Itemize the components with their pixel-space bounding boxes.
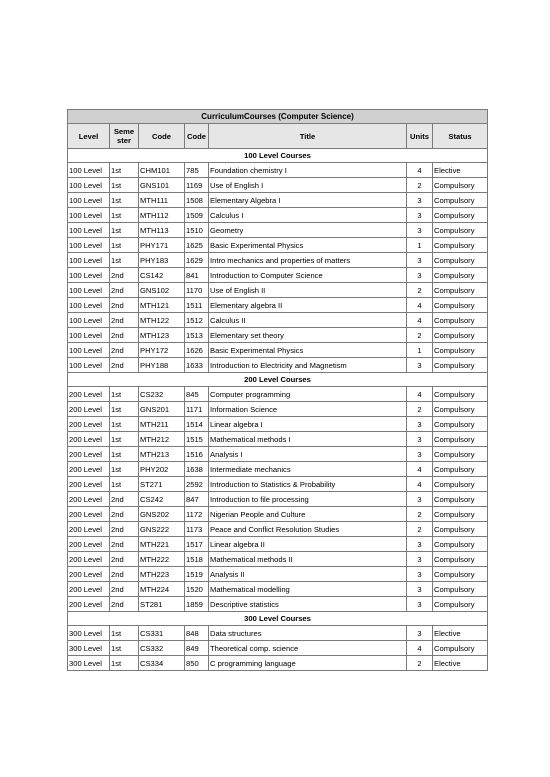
cell-title: Computer programming: [209, 387, 407, 402]
section-header-row: [68, 612, 488, 626]
cell-status: Compulsory: [433, 208, 488, 223]
cell-title: Analysis II: [209, 567, 407, 582]
cell-status: Compulsory: [433, 387, 488, 402]
cell-units: 2: [407, 402, 433, 417]
section-label: 100 Level Courses: [68, 149, 488, 163]
cell-units: 3: [407, 208, 433, 223]
table-row: [68, 582, 488, 597]
cell-code-number: 1510: [185, 223, 209, 238]
cell-code: MTH121: [139, 298, 185, 313]
header-code-number: Code: [185, 124, 209, 149]
cell-code: PHY172: [139, 343, 185, 358]
table-row: [68, 432, 488, 447]
cell-level: 100 Level: [68, 268, 110, 283]
cell-code: MTH213: [139, 447, 185, 462]
cell-semester: 1st: [110, 626, 139, 641]
cell-level: 200 Level: [68, 477, 110, 492]
cell-code-number: 1520: [185, 582, 209, 597]
cell-level: 200 Level: [68, 552, 110, 567]
cell-units: 2: [407, 178, 433, 193]
cell-title: Geometry: [209, 223, 407, 238]
cell-status: Compulsory: [433, 522, 488, 537]
cell-code-number: 1633: [185, 358, 209, 373]
cell-level: 200 Level: [68, 567, 110, 582]
cell-units: 4: [407, 641, 433, 656]
table-row: [68, 208, 488, 223]
cell-code-number: 1516: [185, 447, 209, 462]
cell-code: CS142: [139, 268, 185, 283]
cell-level: 300 Level: [68, 656, 110, 671]
table-row: [68, 223, 488, 238]
cell-code-number: 1170: [185, 283, 209, 298]
cell-level: 200 Level: [68, 492, 110, 507]
cell-code-number: 1509: [185, 208, 209, 223]
cell-level: 300 Level: [68, 626, 110, 641]
table-row: [68, 417, 488, 432]
curriculum-sheet: [67, 109, 487, 671]
table-title-row: [68, 110, 488, 124]
cell-units: 3: [407, 537, 433, 552]
table-row: [68, 492, 488, 507]
cell-code: PHY183: [139, 253, 185, 268]
curriculum-table: [67, 109, 488, 671]
header-units: Units: [407, 124, 433, 149]
header-status: Status: [433, 124, 488, 149]
cell-units: 2: [407, 283, 433, 298]
cell-units: 3: [407, 447, 433, 462]
cell-title: Theoretical comp. science: [209, 641, 407, 656]
table-row: [68, 253, 488, 268]
cell-level: 200 Level: [68, 462, 110, 477]
cell-code: CS242: [139, 492, 185, 507]
cell-units: 3: [407, 552, 433, 567]
cell-code: GNS102: [139, 283, 185, 298]
cell-title: Nigerian People and Culture: [209, 507, 407, 522]
cell-semester: 1st: [110, 432, 139, 447]
cell-units: 2: [407, 656, 433, 671]
cell-semester: 1st: [110, 656, 139, 671]
cell-units: 4: [407, 387, 433, 402]
table-row: [68, 656, 488, 671]
cell-status: Compulsory: [433, 582, 488, 597]
header-code: Code: [139, 124, 185, 149]
table-row: [68, 522, 488, 537]
cell-title: Elementary set theory: [209, 328, 407, 343]
cell-level: 100 Level: [68, 298, 110, 313]
cell-status: Compulsory: [433, 432, 488, 447]
cell-code: MTH113: [139, 223, 185, 238]
cell-units: 4: [407, 298, 433, 313]
cell-code: MTH112: [139, 208, 185, 223]
table-row: [68, 343, 488, 358]
cell-level: 200 Level: [68, 522, 110, 537]
cell-status: Elective: [433, 656, 488, 671]
cell-code-number: 1173: [185, 522, 209, 537]
cell-units: 4: [407, 462, 433, 477]
cell-status: Compulsory: [433, 238, 488, 253]
cell-title: Basic Experimental Physics: [209, 238, 407, 253]
cell-code: MTH221: [139, 537, 185, 552]
cell-code: GNS222: [139, 522, 185, 537]
cell-semester: 2nd: [110, 522, 139, 537]
cell-title: Introduction to Computer Science: [209, 268, 407, 283]
cell-status: Compulsory: [433, 193, 488, 208]
cell-title: Use of English II: [209, 283, 407, 298]
cell-title: Elementary algebra II: [209, 298, 407, 313]
cell-code: MTH224: [139, 582, 185, 597]
cell-code-number: 848: [185, 626, 209, 641]
cell-code: MTH222: [139, 552, 185, 567]
cell-semester: 2nd: [110, 313, 139, 328]
cell-title: Introduction to Electricity and Magnetism: [209, 358, 407, 373]
cell-semester: 2nd: [110, 552, 139, 567]
cell-units: 2: [407, 522, 433, 537]
cell-semester: 2nd: [110, 358, 139, 373]
section-label: 200 Level Courses: [68, 373, 488, 387]
cell-status: Compulsory: [433, 343, 488, 358]
cell-units: 3: [407, 253, 433, 268]
cell-title: Descriptive statistics: [209, 597, 407, 612]
cell-title: Information Science: [209, 402, 407, 417]
cell-title: Foundation chemistry I: [209, 163, 407, 178]
cell-title: Introduction to Statistics & Probability: [209, 477, 407, 492]
cell-units: 3: [407, 358, 433, 373]
cell-semester: 2nd: [110, 582, 139, 597]
cell-code-number: 1859: [185, 597, 209, 612]
cell-code-number: 1171: [185, 402, 209, 417]
cell-level: 200 Level: [68, 402, 110, 417]
cell-title: Peace and Conflict Resolution Studies: [209, 522, 407, 537]
cell-code-number: 841: [185, 268, 209, 283]
cell-units: 1: [407, 238, 433, 253]
section-header-row: [68, 373, 488, 387]
cell-level: 200 Level: [68, 447, 110, 462]
cell-code: ST281: [139, 597, 185, 612]
cell-level: 200 Level: [68, 597, 110, 612]
table-row: [68, 328, 488, 343]
cell-status: Compulsory: [433, 253, 488, 268]
cell-units: 3: [407, 582, 433, 597]
cell-semester: 1st: [110, 193, 139, 208]
cell-title: Mathematical modelling: [209, 582, 407, 597]
cell-semester: 2nd: [110, 343, 139, 358]
table-row: [68, 477, 488, 492]
cell-code-number: 847: [185, 492, 209, 507]
cell-title: C programming language: [209, 656, 407, 671]
table-body: [68, 149, 488, 671]
cell-code-number: 1508: [185, 193, 209, 208]
cell-title: Intro mechanics and properties of matters: [209, 253, 407, 268]
table-row: [68, 641, 488, 656]
cell-status: Compulsory: [433, 313, 488, 328]
cell-units: 3: [407, 193, 433, 208]
cell-code: MTH223: [139, 567, 185, 582]
cell-semester: 2nd: [110, 328, 139, 343]
cell-code-number: 845: [185, 387, 209, 402]
cell-code: CS331: [139, 626, 185, 641]
table-row: [68, 567, 488, 582]
cell-status: Compulsory: [433, 477, 488, 492]
cell-code-number: 785: [185, 163, 209, 178]
cell-status: Compulsory: [433, 447, 488, 462]
cell-level: 100 Level: [68, 238, 110, 253]
table-row: [68, 537, 488, 552]
cell-code: MTH211: [139, 417, 185, 432]
cell-level: 100 Level: [68, 253, 110, 268]
cell-title: Calculus II: [209, 313, 407, 328]
cell-status: Compulsory: [433, 537, 488, 552]
cell-status: Compulsory: [433, 462, 488, 477]
cell-code-number: 1518: [185, 552, 209, 567]
cell-code: MTH123: [139, 328, 185, 343]
cell-status: Compulsory: [433, 298, 488, 313]
cell-title: Use of English I: [209, 178, 407, 193]
cell-units: 4: [407, 477, 433, 492]
cell-code-number: 1513: [185, 328, 209, 343]
cell-semester: 2nd: [110, 298, 139, 313]
cell-semester: 1st: [110, 447, 139, 462]
cell-code: PHY171: [139, 238, 185, 253]
cell-level: 200 Level: [68, 507, 110, 522]
cell-level: 100 Level: [68, 313, 110, 328]
table-row: [68, 163, 488, 178]
cell-code-number: 1625: [185, 238, 209, 253]
cell-semester: 2nd: [110, 507, 139, 522]
table-row: [68, 358, 488, 373]
cell-level: 200 Level: [68, 537, 110, 552]
cell-semester: 2nd: [110, 597, 139, 612]
cell-code-number: 1172: [185, 507, 209, 522]
cell-units: 4: [407, 313, 433, 328]
cell-semester: 2nd: [110, 268, 139, 283]
cell-units: 4: [407, 163, 433, 178]
cell-semester: 1st: [110, 462, 139, 477]
table-row: [68, 178, 488, 193]
cell-level: 100 Level: [68, 328, 110, 343]
cell-title: Introduction to file processing: [209, 492, 407, 507]
cell-status: Compulsory: [433, 641, 488, 656]
cell-code-number: 1517: [185, 537, 209, 552]
cell-status: Compulsory: [433, 178, 488, 193]
cell-units: 3: [407, 432, 433, 447]
cell-status: Elective: [433, 626, 488, 641]
cell-level: 100 Level: [68, 223, 110, 238]
table-title: CurriculumCourses (Computer Science): [68, 110, 488, 124]
cell-code: MTH212: [139, 432, 185, 447]
cell-semester: 1st: [110, 208, 139, 223]
table-row: [68, 626, 488, 641]
table-row: [68, 298, 488, 313]
table-row: [68, 402, 488, 417]
cell-code: MTH122: [139, 313, 185, 328]
cell-status: Compulsory: [433, 492, 488, 507]
cell-level: 200 Level: [68, 582, 110, 597]
cell-level: 100 Level: [68, 358, 110, 373]
cell-units: 3: [407, 492, 433, 507]
cell-code: CS232: [139, 387, 185, 402]
cell-semester: 1st: [110, 178, 139, 193]
header-title: Title: [209, 124, 407, 149]
cell-code: PHY188: [139, 358, 185, 373]
cell-code: CS332: [139, 641, 185, 656]
cell-level: 100 Level: [68, 283, 110, 298]
section-header-row: [68, 149, 488, 163]
cell-title: Linear algebra II: [209, 537, 407, 552]
cell-semester: 1st: [110, 477, 139, 492]
table-row: [68, 387, 488, 402]
table-row: [68, 597, 488, 612]
cell-semester: 1st: [110, 253, 139, 268]
cell-level: 100 Level: [68, 208, 110, 223]
cell-code: GNS201: [139, 402, 185, 417]
cell-code-number: 1629: [185, 253, 209, 268]
cell-semester: 2nd: [110, 537, 139, 552]
cell-level: 300 Level: [68, 641, 110, 656]
cell-code-number: 1169: [185, 178, 209, 193]
cell-code-number: 1512: [185, 313, 209, 328]
cell-level: 100 Level: [68, 343, 110, 358]
cell-title: Basic Experimental Physics: [209, 343, 407, 358]
cell-code: PHY202: [139, 462, 185, 477]
cell-level: 200 Level: [68, 417, 110, 432]
table-row: [68, 283, 488, 298]
cell-code-number: 1511: [185, 298, 209, 313]
table-row: [68, 552, 488, 567]
table-row: [68, 447, 488, 462]
cell-code-number: 1514: [185, 417, 209, 432]
cell-code-number: 850: [185, 656, 209, 671]
cell-title: Mathematical methods I: [209, 432, 407, 447]
cell-code-number: 1519: [185, 567, 209, 582]
cell-units: 3: [407, 626, 433, 641]
header-semester: Seme ster: [110, 124, 139, 149]
cell-status: Compulsory: [433, 567, 488, 582]
cell-semester: 2nd: [110, 283, 139, 298]
cell-status: Elective: [433, 163, 488, 178]
cell-units: 3: [407, 417, 433, 432]
cell-status: Compulsory: [433, 507, 488, 522]
cell-units: 3: [407, 268, 433, 283]
cell-code: CHM101: [139, 163, 185, 178]
cell-semester: 1st: [110, 417, 139, 432]
cell-semester: 2nd: [110, 567, 139, 582]
cell-status: Compulsory: [433, 358, 488, 373]
cell-level: 100 Level: [68, 178, 110, 193]
table-row: [68, 462, 488, 477]
cell-status: Compulsory: [433, 402, 488, 417]
cell-code-number: 849: [185, 641, 209, 656]
table-row: [68, 268, 488, 283]
cell-code-number: 1638: [185, 462, 209, 477]
header-row: [68, 124, 488, 149]
cell-semester: 1st: [110, 223, 139, 238]
cell-code-number: 2592: [185, 477, 209, 492]
cell-units: 3: [407, 597, 433, 612]
cell-title: Mathematical methods II: [209, 552, 407, 567]
cell-code: ST271: [139, 477, 185, 492]
cell-semester: 1st: [110, 163, 139, 178]
cell-status: Compulsory: [433, 328, 488, 343]
cell-title: Elementary Algebra I: [209, 193, 407, 208]
cell-semester: 1st: [110, 238, 139, 253]
cell-level: 100 Level: [68, 193, 110, 208]
cell-units: 3: [407, 567, 433, 582]
cell-status: Compulsory: [433, 283, 488, 298]
cell-semester: 1st: [110, 387, 139, 402]
cell-level: 200 Level: [68, 387, 110, 402]
cell-code-number: 1626: [185, 343, 209, 358]
cell-title: Linear algebra I: [209, 417, 407, 432]
table-row: [68, 507, 488, 522]
cell-code: MTH111: [139, 193, 185, 208]
cell-code: GNS101: [139, 178, 185, 193]
cell-title: Analysis I: [209, 447, 407, 462]
table-row: [68, 313, 488, 328]
cell-title: Intermediate mechanics: [209, 462, 407, 477]
cell-semester: 2nd: [110, 492, 139, 507]
cell-status: Compulsory: [433, 223, 488, 238]
cell-title: Calculus I: [209, 208, 407, 223]
cell-semester: 1st: [110, 402, 139, 417]
cell-status: Compulsory: [433, 552, 488, 567]
section-label: 300 Level Courses: [68, 612, 488, 626]
cell-title: Data structures: [209, 626, 407, 641]
cell-units: 1: [407, 343, 433, 358]
cell-code: CS334: [139, 656, 185, 671]
cell-status: Compulsory: [433, 268, 488, 283]
cell-status: Compulsory: [433, 417, 488, 432]
cell-status: Compulsory: [433, 597, 488, 612]
cell-code: GNS202: [139, 507, 185, 522]
cell-level: 200 Level: [68, 432, 110, 447]
table-row: [68, 193, 488, 208]
cell-code-number: 1515: [185, 432, 209, 447]
cell-units: 2: [407, 328, 433, 343]
cell-units: 3: [407, 223, 433, 238]
header-level: Level: [68, 124, 110, 149]
cell-semester: 1st: [110, 641, 139, 656]
cell-units: 2: [407, 507, 433, 522]
table-row: [68, 238, 488, 253]
cell-level: 100 Level: [68, 163, 110, 178]
